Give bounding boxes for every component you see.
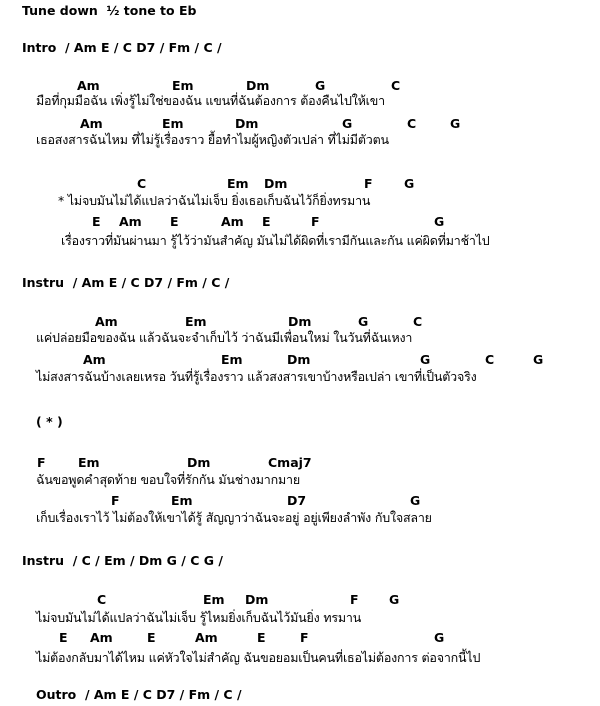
chord: Dm <box>246 78 270 93</box>
chord: Em <box>185 314 207 329</box>
chord: Em <box>171 493 193 508</box>
chord: C <box>97 592 107 607</box>
chord: F <box>300 630 309 645</box>
lyric-line: มือที่กุมมือฉัน เพิ่งรู้ไม่ใช่ของฉัน แขนที่ฉันต้องการ ต้องคืนไปให้เขา <box>36 93 385 108</box>
lyric-line: แค่ปล่อยมือของฉัน แล้วฉันจะจำเก็บไว้ ว่าฉันมีเพื่อนใหม่ ในวันที่ฉันเหงา <box>36 330 413 345</box>
chord: E <box>147 630 156 645</box>
chord: Am <box>195 630 218 645</box>
chord: G <box>358 314 369 329</box>
chord: E <box>92 214 101 229</box>
chord: G <box>315 78 326 93</box>
chord: Cmaj7 <box>268 455 312 470</box>
chord: Am <box>119 214 142 229</box>
lyric-line: ไม่จบมันไม่ได้แปลว่าฉันไม่เจ็บ รู้ไหมยิ่งเก็บฉันไว้มันยิ่ง ทรมาน <box>36 610 362 625</box>
chord: Dm <box>245 592 269 607</box>
chord: G <box>404 176 415 191</box>
tuning-note: Tune down ½ tone to Eb <box>22 3 197 18</box>
instru-line: Instru / Am E / C D7 / Fm / C / <box>22 275 230 290</box>
lyric-line: * ไม่จบมันไม่ได้แปลว่าฉันไม่เจ็บ ยิ่งเธอเก็บฉันไว้ก็ยิ่งทรมาน <box>58 193 371 208</box>
chord: F <box>37 455 46 470</box>
outro-line: Outro / Am E / C D7 / Fm / C / <box>36 687 242 702</box>
chord: Dm <box>287 352 311 367</box>
chord: Am <box>221 214 244 229</box>
chord: G <box>450 116 461 131</box>
chord: F <box>350 592 359 607</box>
chord: Em <box>203 592 225 607</box>
chord: C <box>485 352 495 367</box>
chord: Am <box>95 314 118 329</box>
chord: G <box>389 592 400 607</box>
chord: E <box>262 214 271 229</box>
chord: F <box>111 493 120 508</box>
chord: Em <box>78 455 100 470</box>
chord: G <box>434 214 445 229</box>
chord: Am <box>77 78 100 93</box>
chord: E <box>170 214 179 229</box>
chord: C <box>137 176 147 191</box>
chord: Dm <box>187 455 211 470</box>
chord: Em <box>162 116 184 131</box>
chord: G <box>410 493 421 508</box>
chord: Em <box>172 78 194 93</box>
chord: E <box>257 630 266 645</box>
chord: C <box>391 78 401 93</box>
intro-line: Intro / Am E / C D7 / Fm / C / <box>22 40 222 55</box>
chord: C <box>407 116 417 131</box>
chord: Em <box>221 352 243 367</box>
chord: F <box>364 176 373 191</box>
repeat-chorus-marker: ( * ) <box>36 414 63 429</box>
chord: E <box>59 630 68 645</box>
chord: Dm <box>288 314 312 329</box>
chord: Em <box>227 176 249 191</box>
lyric-line: ไม่ต้องกลับมาได้ไหม แค่หัวใจไม่สำคัญ ฉันขอยอมเป็นคนที่เธอไม่ต้องการ ต่อจากนี้ไป <box>36 650 481 665</box>
lyric-line: เก็บเรื่องเราไว้ ไม่ต้องให้เขาได้รู้ สัญญาว่าฉันจะอยู่ อยู่เพียงลำพัง กับใจสลาย <box>36 510 432 525</box>
chord: Am <box>83 352 106 367</box>
lyric-line: ไม่สงสารฉันบ้างเลยเหรอ วันที่รู้เรื่องราว แล้วสงสารเขาบ้างหรือเปล่า เขาที่เป็นตัวจริง <box>36 369 477 384</box>
lyric-line: ฉันขอพูดคำสุดท้าย ขอบใจที่รักกัน มันช่างมากมาย <box>36 472 300 487</box>
chord: G <box>420 352 431 367</box>
chord: C <box>413 314 423 329</box>
chord: G <box>434 630 445 645</box>
chord: F <box>311 214 320 229</box>
chord: Dm <box>264 176 288 191</box>
chord: D7 <box>287 493 307 508</box>
lyric-line: เรื่องราวที่มันผ่านมา รู้ไว้ว่ามันสำคัญ มันไม่ได้ผิดที่เรามีกันและกัน แค่ผิดที่มาช้าไป <box>61 233 490 248</box>
chord: G <box>533 352 544 367</box>
instru-line: Instru / C / Em / Dm G / C G / <box>22 553 223 568</box>
chord: Am <box>90 630 113 645</box>
chord: G <box>342 116 353 131</box>
chord: Dm <box>235 116 259 131</box>
lyric-line: เธอสงสารฉันไหม ที่ไม่รู้เรื่องราว ยื้อทำไมผู้หญิงตัวเปล่า ที่ไม่มีตัวตน <box>36 132 389 147</box>
chord: Am <box>80 116 103 131</box>
